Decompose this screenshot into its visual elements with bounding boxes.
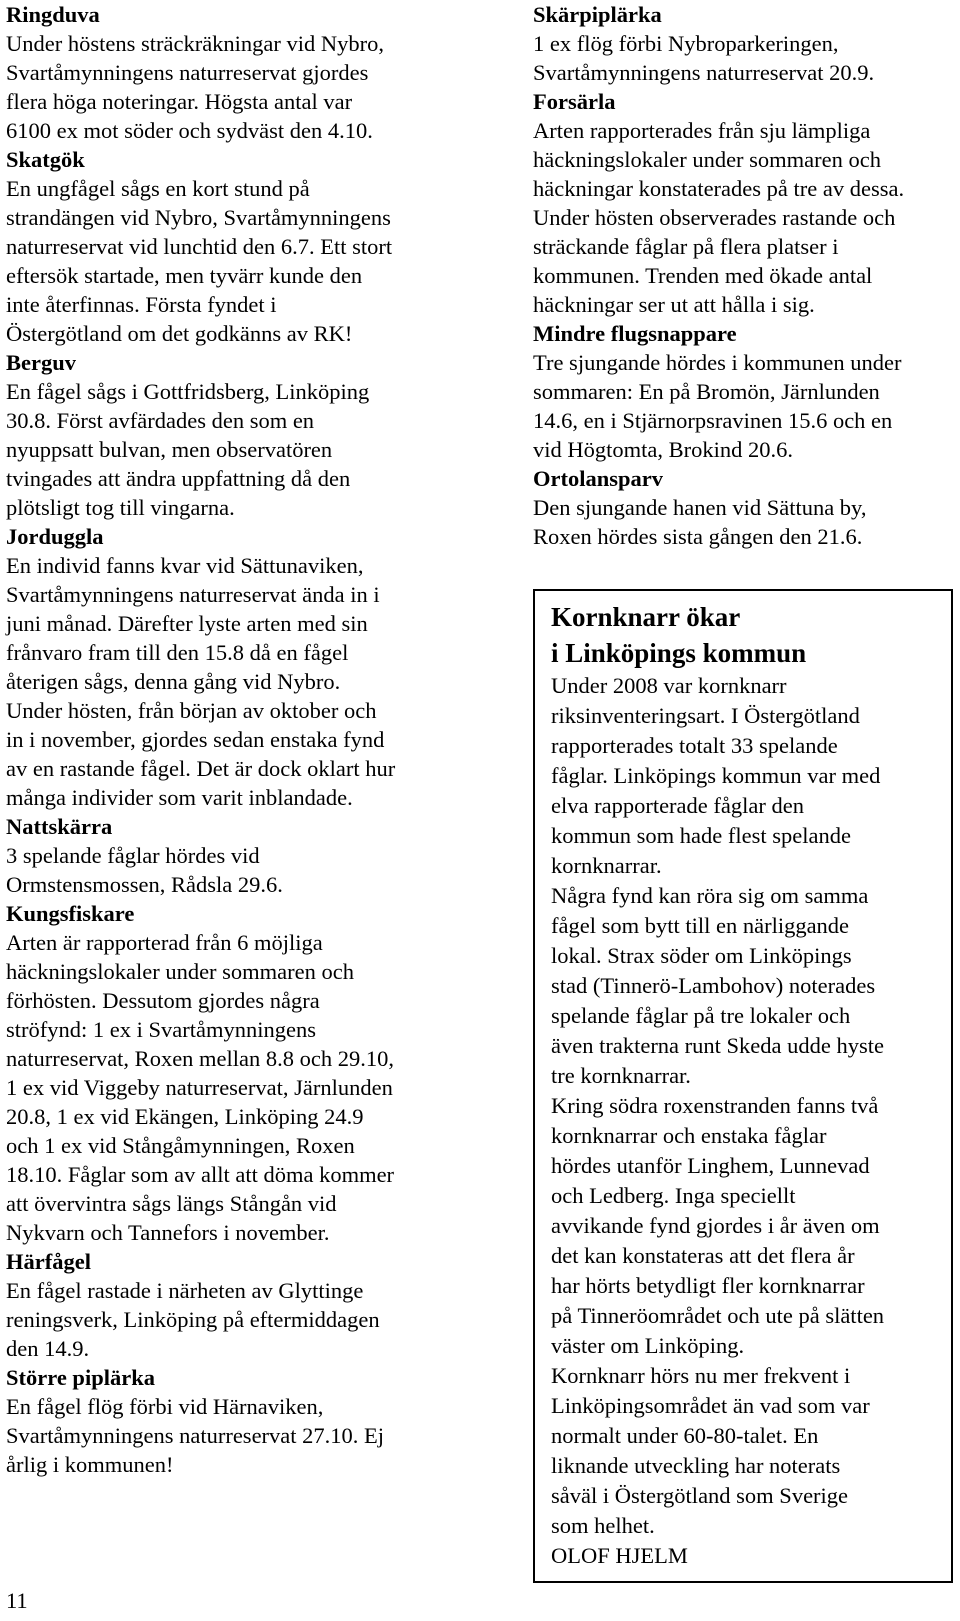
species-entry (6, 1363, 476, 1479)
text-line: naturreservat, Roxen mellan 8.8 och 29.10, (6, 1046, 395, 1071)
text-line: Svartåmynningens naturreservat gjordes (6, 60, 369, 85)
text-line: En fågel sågs i Gottfridsberg, Linköping (6, 379, 370, 404)
text-line: Roxen hördes sista gången den 21.6. (533, 524, 863, 549)
text-line: kommunen. Trenden med ökade antal (533, 263, 873, 288)
text-line: Östergötland om det godkänns av RK! (6, 321, 353, 346)
box-text-line: riksinventeringsart. I Östergötland (551, 703, 860, 728)
species-entry (6, 348, 476, 522)
text-line: 18.10. Fåglar som av allt att döma kommer (6, 1162, 395, 1187)
box-text-line: kornknarrar och enstaka fåglar (551, 1123, 827, 1148)
right-column (533, 0, 958, 551)
text-line: Under hösten, från början av oktober och (6, 698, 377, 723)
species-title: Ringduva (6, 2, 100, 27)
species-title: Ortolansparv (533, 466, 664, 491)
text-line: 6100 ex mot söder och sydväst den 4.10. (6, 118, 373, 143)
box-text-line: har hörts betydligt fler kornknarrar (551, 1273, 865, 1298)
species-title: Forsärla (533, 89, 616, 114)
species-entry (6, 522, 476, 812)
box-title (551, 599, 951, 671)
text-line: häckningar konstaterades på tre av dessa. (533, 176, 905, 201)
text-line: Svartåmynningens naturreservat 27.10. Ej (6, 1423, 385, 1448)
text-line: strandängen vid Nybro, Svartåmynningens (6, 205, 391, 230)
box-text-line: Under 2008 var kornknarr (551, 673, 787, 698)
text-line: Under hösten observerades rastande och (533, 205, 896, 230)
text-line: ströfynd: 1 ex i Svartåmynningens (6, 1017, 316, 1042)
box-text-line: kommun som hade flest spelande (551, 823, 851, 848)
text-line: 1 ex flög förbi Nybroparkeringen, (533, 31, 839, 56)
text-line: En ungfågel sågs en kort stund på (6, 176, 310, 201)
species-entry (6, 899, 476, 1247)
text-line: många individer som varit inblandade. (6, 785, 353, 810)
species-text (6, 174, 476, 348)
text-line: vid Högtomta, Brokind 20.6. (533, 437, 793, 462)
text-line: sommaren: En på Bromön, Järnlunden (533, 379, 880, 404)
text-line: 14.6, en i Stjärnorpsravinen 15.6 och en (533, 408, 893, 433)
kornknarr-sidebar-box (533, 589, 953, 1583)
box-text-line: kornknarrar. (551, 853, 662, 878)
text-line: återigen sågs, denna gång vid Nybro. (6, 669, 341, 694)
text-line: plötsligt tog till vingarna. (6, 495, 235, 520)
box-text-line: som helhet. (551, 1513, 655, 1538)
text-line: inte återfinnas. Första fyndet i (6, 292, 277, 317)
text-line: häckningslokaler under sommaren och (533, 147, 882, 172)
species-title: Berguv (6, 350, 76, 375)
box-text-line: och Ledberg. Inga speciellt (551, 1183, 796, 1208)
text-line: förhösten. Dessutom gjordes några (6, 988, 320, 1013)
text-line: naturreservat vid lunchtid den 6.7. Ett stort (6, 234, 393, 259)
text-line: häckningar ser ut att hålla i sig. (533, 292, 815, 317)
species-title: Större piplärka (6, 1365, 155, 1390)
species-text (6, 551, 476, 812)
species-title: Skatgök (6, 147, 85, 172)
text-line: Arten är rapporterad från 6 möjliga (6, 930, 323, 955)
text-line: reningsverk, Linköping på eftermiddagen (6, 1307, 380, 1332)
box-text-line: Kring södra roxenstranden fanns två (551, 1093, 879, 1118)
species-entry (6, 812, 476, 899)
box-text-line: även trakterna runt Skeda udde hyste (551, 1033, 885, 1058)
species-text (6, 928, 476, 1247)
box-text-line: lokal. Strax söder om Linköpings (551, 943, 852, 968)
text-line: och 1 ex vid Stångåmynningen, Roxen (6, 1133, 355, 1158)
box-title-line: Kornknarr ökar (551, 602, 741, 632)
text-line: häckningslokaler under sommaren och (6, 959, 355, 984)
species-text (533, 348, 958, 464)
box-text-line: tre kornknarrar. (551, 1063, 691, 1088)
text-line: 20.8, 1 ex vid Ekängen, Linköping 24.9 (6, 1104, 364, 1129)
text-line: sträckande fåglar på flera platser i (533, 234, 839, 259)
species-text (6, 1276, 476, 1363)
text-line: Tre sjungande hördes i kommunen under (533, 350, 902, 375)
species-text (533, 29, 958, 87)
species-entry (6, 145, 476, 348)
box-text-line: väster om Linköping. (551, 1333, 745, 1358)
text-line: nyuppsatt bulvan, men observatören (6, 437, 333, 462)
box-body (551, 671, 951, 1571)
species-text (6, 1392, 476, 1479)
species-title: Härfågel (6, 1249, 91, 1274)
text-line: Den sjungande hanen vid Sättuna by, (533, 495, 867, 520)
box-text-line: Kornknarr hörs nu mer frekvent i (551, 1363, 851, 1388)
page-number: 11 (6, 1588, 28, 1613)
species-title: Mindre flugsnappare (533, 321, 737, 346)
text-line: eftersök startade, men tyvärr kunde den (6, 263, 363, 288)
species-text (533, 116, 958, 319)
species-entry (533, 319, 958, 464)
text-line: årlig i kommunen! (6, 1452, 174, 1477)
text-line: att övervintra sågs längs Stångån vid (6, 1191, 337, 1216)
box-text-line: normalt under 60-80-talet. En (551, 1423, 819, 1448)
species-entry (533, 464, 958, 551)
text-line: tvingades att ändra uppfattning då den (6, 466, 351, 491)
box-text-line: OLOF HJELM (551, 1543, 688, 1568)
text-line: En fågel rastade i närheten av Glyttinge (6, 1278, 364, 1303)
text-line: flera höga noteringar. Högsta antal var (6, 89, 353, 114)
text-line: En individ fanns kvar vid Sättunaviken, (6, 553, 364, 578)
text-line: Ormstensmossen, Rådsla 29.6. (6, 872, 283, 897)
text-line: 3 spelande fåglar hördes vid (6, 843, 260, 868)
text-line: Arten rapporterades från sju lämpliga (533, 118, 871, 143)
box-text-line: elva rapporterade fåglar den (551, 793, 804, 818)
text-line: En fågel flög förbi vid Härnaviken, (6, 1394, 324, 1419)
species-title: Kungsfiskare (6, 901, 135, 926)
box-text-line: fåglar. Linköpings kommun var med (551, 763, 881, 788)
box-text-line: hördes utanför Linghem, Lunnevad (551, 1153, 870, 1178)
species-text (6, 29, 476, 145)
species-text (533, 493, 958, 551)
text-line: Svartåmynningens naturreservat ända in i (6, 582, 380, 607)
text-line: 1 ex vid Viggeby naturreservat, Järnlunden (6, 1075, 393, 1100)
species-text (6, 841, 476, 899)
text-line: av en rastande fågel. Det är dock oklart hur (6, 756, 396, 781)
box-text-line: rapporterades totalt 33 spelande (551, 733, 838, 758)
species-title: Skärpiplärka (533, 2, 662, 27)
species-entry (6, 0, 476, 145)
box-text-line: såväl i Östergötland som Sverige (551, 1483, 849, 1508)
text-line: juni månad. Därefter lyste arten med sin (6, 611, 368, 636)
left-column (6, 0, 476, 1479)
text-line: frånvaro fram till den 15.8 då en fågel (6, 640, 349, 665)
text-line: Svartåmynningens naturreservat 20.9. (533, 60, 875, 85)
species-entry (533, 0, 958, 87)
text-line: den 14.9. (6, 1336, 90, 1361)
text-line: Nykvarn och Tannefors i november. (6, 1220, 330, 1245)
box-text-line: på Tinneröområdet och ute på slätten (551, 1303, 885, 1328)
box-text-line: stad (Tinnerö-Lambohov) noterades (551, 973, 876, 998)
box-text-line: det kan konstateras att det flera år (551, 1243, 855, 1268)
box-text-line: avvikande fynd gjordes i år även om (551, 1213, 880, 1238)
species-entry (533, 87, 958, 319)
box-text-line: liknande utveckling har noterats (551, 1453, 841, 1478)
species-text (6, 377, 476, 522)
box-text-line: spelande fåglar på tre lokaler och (551, 1003, 851, 1028)
text-line: 30.8. Först avfärdades den som en (6, 408, 315, 433)
text-line: Under höstens sträckräkningar vid Nybro, (6, 31, 385, 56)
text-line: in i november, gjordes sedan enstaka fynd (6, 727, 385, 752)
species-entry (6, 1247, 476, 1363)
box-title-line: i Linköpings kommun (551, 638, 807, 668)
species-title: Nattskärra (6, 814, 113, 839)
box-text-line: Några fynd kan röra sig om samma (551, 883, 869, 908)
species-title: Jorduggla (6, 524, 104, 549)
box-text-line: fågel som bytt till en närliggande (551, 913, 850, 938)
box-text-line: Linköpingsområdet än vad som var (551, 1393, 870, 1418)
